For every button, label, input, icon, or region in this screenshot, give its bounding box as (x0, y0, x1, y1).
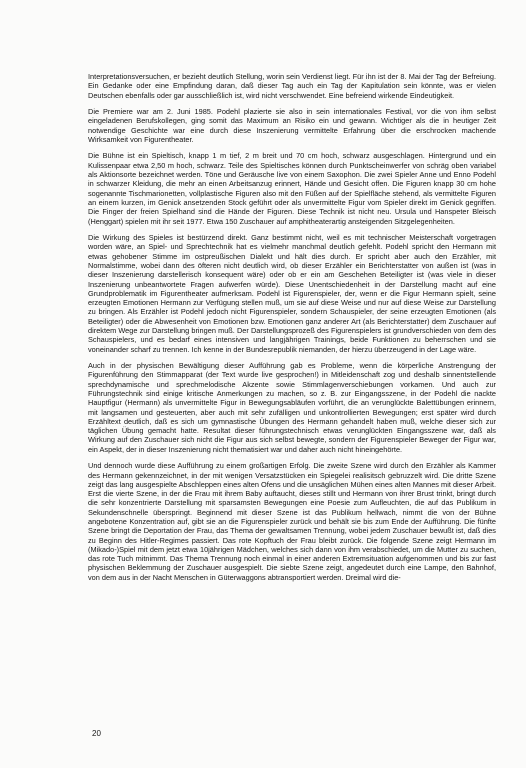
paragraph: Und dennoch wurde diese Aufführung zu einem großartigen Erfolg. Die zweite Szene wird durch den Erzähler als Kammer des Hermann gekennzeichnet, in der mit wenigen Versatzstücken ein Spiegelei realisitsch gebruzzelt wird. Die dritte Szene zeigt das lang ausgespielte Abschleppen eines alten Ofens und die unsäglichen Mühen eines alten Mannes mit dieser Arbeit. Erst die vierte Szene, in der die Frau mit ihrem Baby auftaucht, dieses stillt und Hermann von ihrer Brust trinkt, bringt durch die sehr konzentrierte Darstellung mit sparsamsten Bewegungen eine Poesie zum Aufleuchten, die auf das Publikum in Sekundenschnelle überspringt. Beginnend mit dieser Szene ist das Publikum hellwach, nimmt die von der Bühne angebotene Konzentration auf, gibt sie an die Figurenspieler zurück und behält sie bis zum Ende der Aufführung. Die fünfte Szene bringt die Deportation der Frau, das Thema der gewaltsamen Trennung, wobei jedem Zuschauer bewußt ist, daß dies zu Beginn des Hitler-Regimes passiert. Das rote Kopftuch der Frau bleibt zurück. Die folgende Szene zeigt Hermann im (Mikado-)Spiel mit dem jetzt etwa 10jährigen Mädchen, welches sich dann von ihm verabschiedet, um die Mutter zu suchen, das rote Tuch mitnimmt. Das Thema Trennung noch einmal in einer anderen Extremsituation aufgenommen und bis zur fast physischen Beklemmung der Zuschauer ausgespielt. Die siebte Szene zeigt, angedeutet durch eine Lampe, den Bahnhof, von dem aus in der Nacht Menschen in Güterwaggons abtransportiert werden. Dreimal wird die- (88, 461, 496, 582)
paragraph: Die Wirkung des Spieles ist bestürzend direkt. Ganz bestimmt nicht, weil es mit technischer Meisterschaft vorgetragen worden wäre, an Spiel- und Sprechtechnik hat es vielmehr manchmal deutlich gefehlt. Podehl spricht den Hermann mit etwas gehobener Stimme im ostpreußischen Dialekt und hält dies durch. Er spricht aber auch den Erzähler, mit Normalstimme, wobei dann des öfteren nicht deutlich wird, ob dieser Erzähler ein Berichterstatter von außen ist (was in dieser Inszenierung darstellerisch konsequent wäre) oder ob er ein am Geschehen Beteiligter ist (was viele in dieser Inszenierung unbeantwortete Fragen aufwerfen würde). Diese Unentschiedenheit in der Darstellung macht auf eine Grundproblematik im Figurentheater aufmerksam. Podehl ist Figurenspieler, der, wenn er die Figur Hermann spielt, seine erzeugten Emotionen Hermann zur Verfügung stellen muß, um sie auf diese Weise und nur auf diese Weise zur Darstellung zu bringen. Als Erzähler ist Podehl jedoch nicht Figurenspieler, sondern Schauspieler, der seine erzeugten Emotionen (als Beteiligter) oder die Abwesenheit von Emotionen bzw. Emotionen ganz anderer Art (als Berichterstatter) dem Zuschauer auf direktem Wege zur Darstellung bringen muß. Der Darstellungsprozeß des Figurenspielers ist grundverschieden von dem des Schauspielers, und es bedarf eines intensiven und langjährigen Trainings, beide Funktionen zu beherrschen und sie voneinander scharf zu trennen. Ich kenne in der Bundesrepublik niemanden, der hierzu überzeugend in der Lage wäre. (88, 233, 496, 354)
page-number: 20 (92, 729, 101, 738)
paragraph: Die Bühne ist ein Spieltisch, knapp 1 m tief, 2 m breit und 70 cm hoch, schwarz ausgeschlagen. Hintergrund und ein Kulissenpaar etwa 2,50 m hoch, schwarz. Teile des Spieltisches können durch Punktscheinwerfer von schräg oben variabel als Aktionsorte bezeichnet werden. Töne und Geräusche live von einem Saxophon. Die zwei Spieler Anne und Enno Podehl in schwarzer Kleidung, die mehr an einen Arbeitsanzug erinnert, Hände und Gesicht offen. Die Figuren knapp 30 cm hohe sogenannte Tischmarionetten, vollplastische Figuren also mit den Füßen auf der Spielfläche stehend, als vermittelte Figuren an einem kurzen, im Genick ansetzenden Stock geführt oder als unvermittelte Figur vom Spieler direkt im Genick gegriffen. Die Finger der freien Spielhand sind die Hände der Figuren. Diese Technik ist nicht neu. Ursula und Hanspeter Bleisch (Henggart) spielen mit ihr seit 1977. Etwa 150 Zuschauer auf amphitheaterartig ansteigenden Sitzgelegenheiten. (88, 151, 496, 226)
paragraph: Interpretationsversuchen, er bezieht deutlich Stellung, worin sein Verdienst liegt. Für ihn ist der 8. Mai der Tag der Befreiung. Ein Gedanke oder eine Empfindung daran, daß dieser Tag auch ein Tag der Kapitulation sein könnte, was er vielen Deutschen ebenfalls oder gar ausschließlich ist, wird nicht verschwendet. Eine befreiend wirkende Eindeutigkeit. (88, 72, 496, 100)
paragraph: Die Premiere war am 2. Juni 1985. Podehl plazierte sie also in sein internationales Festival, vor die von ihm selbst eingeladenen Berufskollegen, ging somit das Maximum an Risiko ein und gewann. Wichtiger als die in heutiger Zeit notwendige Geschichte war eine durch diese Inszenierung vermittelte Erfahrung über die erschrocken machende Wirksamkeit von Figurentheater. (88, 107, 496, 144)
paragraph: Auch in der physischen Bewältigung dieser Aufführung gab es Probleme, wenn die körperliche Anstrengung der Figurenführung den Stimmapparat (der Text wurde live gesprochen!) in Mitleidenschaft zog und deshalb sinnentstellende sprechdynamische und sprechmelodische Akzente sowie Stimmlagenverschiebungen vorkamen. Und auch zur Führungstechnik sind einige kritische Anmerkungen zu machen, so z. B. zur Eingangsszene, in der Podehl die nackte Hauptfigur (Hermann) als unvermittelte Figur in Bewegungsabläufen vorführt, die an verunglückte Balettübungen erinnern, mit langsamen und gesteuerten, aber auch mit sehr zufälligen und unkontrollierten Bewegungen; erst später wird durch Erzähltext deutlich, daß es sich um gymnastische Übungen des Hermann gehandelt haben muß, welche dieser sich zur täglichen Übung gemacht hatte. Resultat dieser führungstechnisch etwas verunglückten Eingangsszene war, daß als Wirkung auf den Zuschauer sich nicht die Figur aus sich selbst bewegte, sondern der Figurenspieler Beweger der Figur war, ein Aspekt, der in dieser Inszenierung nicht thematisiert war und daher auch nicht hineingehörte. (88, 361, 496, 454)
article-body (88, 72, 496, 589)
